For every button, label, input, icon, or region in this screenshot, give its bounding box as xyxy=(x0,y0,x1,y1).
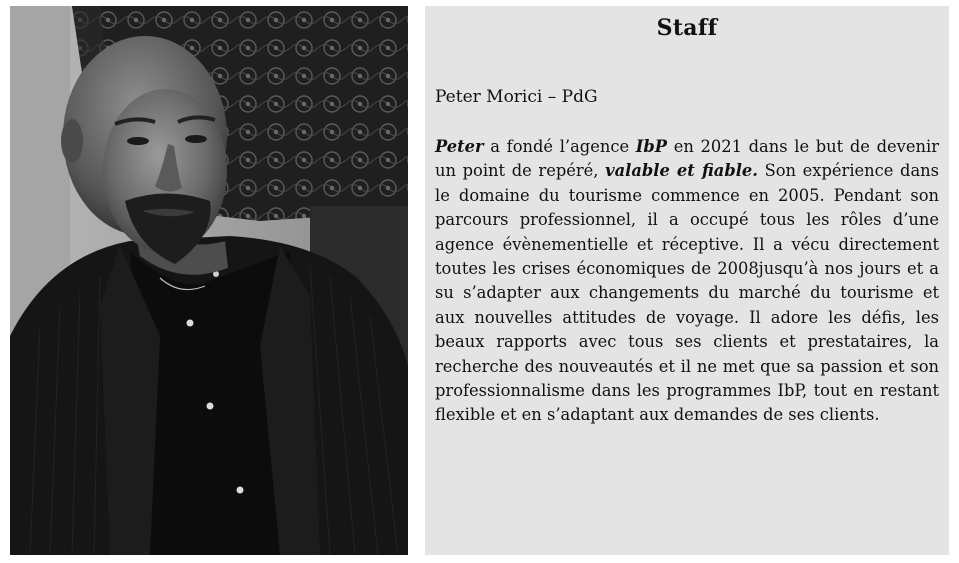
bio-text-1: a fondé l’agence xyxy=(483,137,636,156)
portrait-illustration xyxy=(10,6,408,555)
bio-name: Peter xyxy=(435,137,484,156)
bio-text-3: Son expérience dans le domaine du tourisme commence en 2005. Pendant son parcours professionnel, il a occupé tous les rôles d’une agence évènementielle et réceptive. Il a vécu directement toutes les crises économiques de 2008jusqu’à nos jours et a su s’adapter aux changements du marché du tourisme et aux nouvelles attitudes de voyage. Il adore les défis, les beaux rapports avec tous ses clients et prestataires, la recherche des nouveautés et il ne met que sa passion et son professionnalisme dans les programmes IbP, tout en restant flexible et en s’adaptant aux demandes de ses clients. xyxy=(435,161,940,425)
bio-qualities: valable et fiable. xyxy=(605,161,758,181)
staff-portrait-photo xyxy=(10,6,408,555)
staff-text-panel xyxy=(425,6,949,555)
staff-bio xyxy=(435,135,939,428)
staff-name-role: Peter Morici – PdG xyxy=(435,87,598,107)
section-title: Staff xyxy=(656,15,718,41)
bio-agency: IbP xyxy=(635,137,668,156)
bio-text-2: en 2021 dans le but de devenir un point de repéré, xyxy=(435,137,939,181)
